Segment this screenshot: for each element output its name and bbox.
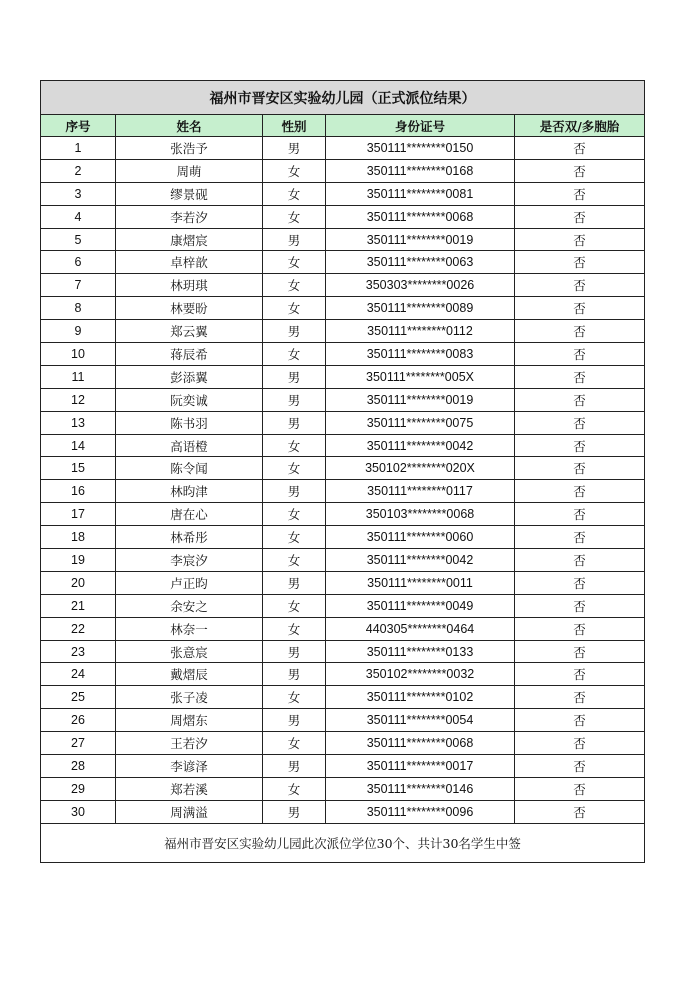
cell-seq: 17 <box>41 503 116 526</box>
cell-gender: 女 <box>263 526 326 549</box>
cell-gender: 女 <box>263 274 326 297</box>
cell-id: 350111********0133 <box>326 640 515 663</box>
cell-seq: 2 <box>41 159 116 182</box>
cell-gender: 女 <box>263 777 326 800</box>
cell-name: 唐在心 <box>116 503 263 526</box>
cell-twins: 否 <box>515 663 645 686</box>
cell-seq: 11 <box>41 365 116 388</box>
cell-name: 张子凌 <box>116 686 263 709</box>
table-row <box>41 800 645 823</box>
table-row <box>41 159 645 182</box>
cell-twins: 否 <box>515 686 645 709</box>
table-row <box>41 434 645 457</box>
cell-seq: 6 <box>41 251 116 274</box>
table-row <box>41 755 645 778</box>
table-row <box>41 297 645 320</box>
table-row <box>41 343 645 366</box>
cell-gender: 男 <box>263 800 326 823</box>
cell-name: 周萌 <box>116 159 263 182</box>
cell-id: 350303********0026 <box>326 274 515 297</box>
cell-id: 350111********005X <box>326 365 515 388</box>
cell-gender: 男 <box>263 640 326 663</box>
table-row <box>41 205 645 228</box>
cell-twins: 否 <box>515 800 645 823</box>
cell-gender: 女 <box>263 251 326 274</box>
cell-gender: 男 <box>263 388 326 411</box>
cell-id: 350111********0060 <box>326 526 515 549</box>
cell-seq: 9 <box>41 320 116 343</box>
cell-twins: 否 <box>515 434 645 457</box>
table-row <box>41 594 645 617</box>
cell-name: 林奈一 <box>116 617 263 640</box>
table-row <box>41 182 645 205</box>
cell-seq: 23 <box>41 640 116 663</box>
cell-twins: 否 <box>515 640 645 663</box>
cell-name: 李宸汐 <box>116 549 263 572</box>
cell-twins: 否 <box>515 732 645 755</box>
header-id: 身份证号 <box>326 115 515 137</box>
cell-name: 蒋辰希 <box>116 343 263 366</box>
cell-gender: 女 <box>263 503 326 526</box>
cell-seq: 30 <box>41 800 116 823</box>
cell-name: 郑若溪 <box>116 777 263 800</box>
table-row <box>41 640 645 663</box>
cell-twins: 否 <box>515 228 645 251</box>
cell-twins: 否 <box>515 182 645 205</box>
table-row <box>41 777 645 800</box>
cell-gender: 女 <box>263 159 326 182</box>
cell-id: 350111********0049 <box>326 594 515 617</box>
cell-gender: 男 <box>263 571 326 594</box>
cell-id: 350111********0068 <box>326 732 515 755</box>
cell-gender: 男 <box>263 709 326 732</box>
cell-gender: 男 <box>263 755 326 778</box>
table-row <box>41 709 645 732</box>
cell-gender: 女 <box>263 549 326 572</box>
cell-seq: 8 <box>41 297 116 320</box>
table-row <box>41 503 645 526</box>
cell-seq: 21 <box>41 594 116 617</box>
cell-id: 350111********0089 <box>326 297 515 320</box>
cell-name: 阮奕诚 <box>116 388 263 411</box>
cell-twins: 否 <box>515 755 645 778</box>
cell-name: 周满溢 <box>116 800 263 823</box>
cell-seq: 19 <box>41 549 116 572</box>
cell-twins: 否 <box>515 709 645 732</box>
cell-id: 350111********0063 <box>326 251 515 274</box>
cell-name: 王若汐 <box>116 732 263 755</box>
cell-seq: 13 <box>41 411 116 434</box>
cell-twins: 否 <box>515 343 645 366</box>
cell-name: 林昀津 <box>116 480 263 503</box>
cell-name: 郑云翼 <box>116 320 263 343</box>
cell-id: 350111********0068 <box>326 205 515 228</box>
table-row <box>41 457 645 480</box>
table-row <box>41 571 645 594</box>
header-name: 姓名 <box>116 115 263 137</box>
cell-id: 350103********0068 <box>326 503 515 526</box>
cell-gender: 女 <box>263 182 326 205</box>
cell-twins: 否 <box>515 777 645 800</box>
table-row <box>41 388 645 411</box>
cell-twins: 否 <box>515 274 645 297</box>
cell-gender: 男 <box>263 137 326 160</box>
cell-id: 350111********0042 <box>326 549 515 572</box>
cell-twins: 否 <box>515 159 645 182</box>
cell-twins: 否 <box>515 251 645 274</box>
cell-seq: 28 <box>41 755 116 778</box>
table-title: 福州市晋安区实验幼儿园（正式派位结果） <box>41 81 645 115</box>
cell-name: 张浩予 <box>116 137 263 160</box>
cell-id: 350111********0075 <box>326 411 515 434</box>
cell-seq: 7 <box>41 274 116 297</box>
cell-id: 350111********0042 <box>326 434 515 457</box>
cell-name: 彭添翼 <box>116 365 263 388</box>
table-row <box>41 251 645 274</box>
cell-gender: 男 <box>263 320 326 343</box>
cell-name: 康熠宸 <box>116 228 263 251</box>
cell-id: 350111********0146 <box>326 777 515 800</box>
cell-twins: 否 <box>515 205 645 228</box>
cell-id: 350102********0032 <box>326 663 515 686</box>
cell-gender: 女 <box>263 343 326 366</box>
cell-twins: 否 <box>515 297 645 320</box>
cell-gender: 男 <box>263 365 326 388</box>
cell-name: 余安之 <box>116 594 263 617</box>
table-row <box>41 663 645 686</box>
cell-seq: 5 <box>41 228 116 251</box>
cell-id: 350111********0102 <box>326 686 515 709</box>
table-row <box>41 411 645 434</box>
table-row <box>41 274 645 297</box>
cell-twins: 否 <box>515 617 645 640</box>
table-row <box>41 480 645 503</box>
cell-id: 350111********0150 <box>326 137 515 160</box>
cell-gender: 男 <box>263 480 326 503</box>
cell-twins: 否 <box>515 457 645 480</box>
table-row <box>41 549 645 572</box>
cell-gender: 男 <box>263 228 326 251</box>
cell-name: 卓梓歆 <box>116 251 263 274</box>
cell-gender: 女 <box>263 205 326 228</box>
cell-seq: 10 <box>41 343 116 366</box>
header-twins: 是否双/多胞胎 <box>515 115 645 137</box>
cell-id: 350111********0054 <box>326 709 515 732</box>
cell-id: 350111********0019 <box>326 228 515 251</box>
table-row <box>41 732 645 755</box>
table-row <box>41 526 645 549</box>
cell-name: 周熠东 <box>116 709 263 732</box>
cell-id: 350111********0096 <box>326 800 515 823</box>
cell-id: 350111********0081 <box>326 182 515 205</box>
cell-gender: 女 <box>263 457 326 480</box>
cell-name: 陈令闻 <box>116 457 263 480</box>
cell-seq: 22 <box>41 617 116 640</box>
cell-seq: 20 <box>41 571 116 594</box>
cell-seq: 14 <box>41 434 116 457</box>
cell-gender: 女 <box>263 594 326 617</box>
cell-name: 戴熠辰 <box>116 663 263 686</box>
cell-twins: 否 <box>515 320 645 343</box>
cell-id: 350111********0019 <box>326 388 515 411</box>
cell-gender: 女 <box>263 732 326 755</box>
cell-id: 350111********0117 <box>326 480 515 503</box>
cell-twins: 否 <box>515 571 645 594</box>
cell-seq: 15 <box>41 457 116 480</box>
cell-twins: 否 <box>515 365 645 388</box>
cell-id: 440305********0464 <box>326 617 515 640</box>
cell-seq: 24 <box>41 663 116 686</box>
cell-name: 林玥琪 <box>116 274 263 297</box>
cell-name: 林要昐 <box>116 297 263 320</box>
cell-id: 350102********020X <box>326 457 515 480</box>
title-row <box>41 81 645 115</box>
cell-seq: 26 <box>41 709 116 732</box>
cell-name: 卢正昀 <box>116 571 263 594</box>
cell-id: 350111********0017 <box>326 755 515 778</box>
cell-gender: 女 <box>263 297 326 320</box>
cell-seq: 27 <box>41 732 116 755</box>
cell-seq: 29 <box>41 777 116 800</box>
cell-twins: 否 <box>515 503 645 526</box>
cell-gender: 男 <box>263 663 326 686</box>
cell-seq: 4 <box>41 205 116 228</box>
cell-id: 350111********0168 <box>326 159 515 182</box>
cell-name: 林希彤 <box>116 526 263 549</box>
footer-row <box>41 823 645 862</box>
cell-id: 350111********0011 <box>326 571 515 594</box>
cell-twins: 否 <box>515 411 645 434</box>
cell-gender: 女 <box>263 434 326 457</box>
table-row <box>41 228 645 251</box>
header-seq: 序号 <box>41 115 116 137</box>
cell-id: 350111********0083 <box>326 343 515 366</box>
cell-gender: 女 <box>263 617 326 640</box>
cell-name: 张意宸 <box>116 640 263 663</box>
cell-seq: 25 <box>41 686 116 709</box>
cell-name: 李谚泽 <box>116 755 263 778</box>
cell-twins: 否 <box>515 526 645 549</box>
cell-name: 缪景砚 <box>116 182 263 205</box>
cell-seq: 16 <box>41 480 116 503</box>
results-table <box>40 80 645 863</box>
cell-id: 350111********0112 <box>326 320 515 343</box>
table-row <box>41 365 645 388</box>
cell-gender: 女 <box>263 686 326 709</box>
cell-gender: 男 <box>263 411 326 434</box>
cell-name: 陈书羽 <box>116 411 263 434</box>
cell-seq: 18 <box>41 526 116 549</box>
cell-seq: 1 <box>41 137 116 160</box>
cell-name: 高语橙 <box>116 434 263 457</box>
cell-twins: 否 <box>515 137 645 160</box>
cell-seq: 12 <box>41 388 116 411</box>
cell-twins: 否 <box>515 594 645 617</box>
table-row <box>41 137 645 160</box>
cell-twins: 否 <box>515 388 645 411</box>
table-row <box>41 320 645 343</box>
cell-twins: 否 <box>515 480 645 503</box>
cell-seq: 3 <box>41 182 116 205</box>
footer-note: 福州市晋安区实验幼儿园此次派位学位30个、共计30名学生中签 <box>41 823 645 862</box>
table-row <box>41 617 645 640</box>
table-body <box>41 137 645 824</box>
cell-name: 李若汐 <box>116 205 263 228</box>
header-gender: 性别 <box>263 115 326 137</box>
header-row <box>41 115 645 137</box>
cell-twins: 否 <box>515 549 645 572</box>
table-row <box>41 686 645 709</box>
